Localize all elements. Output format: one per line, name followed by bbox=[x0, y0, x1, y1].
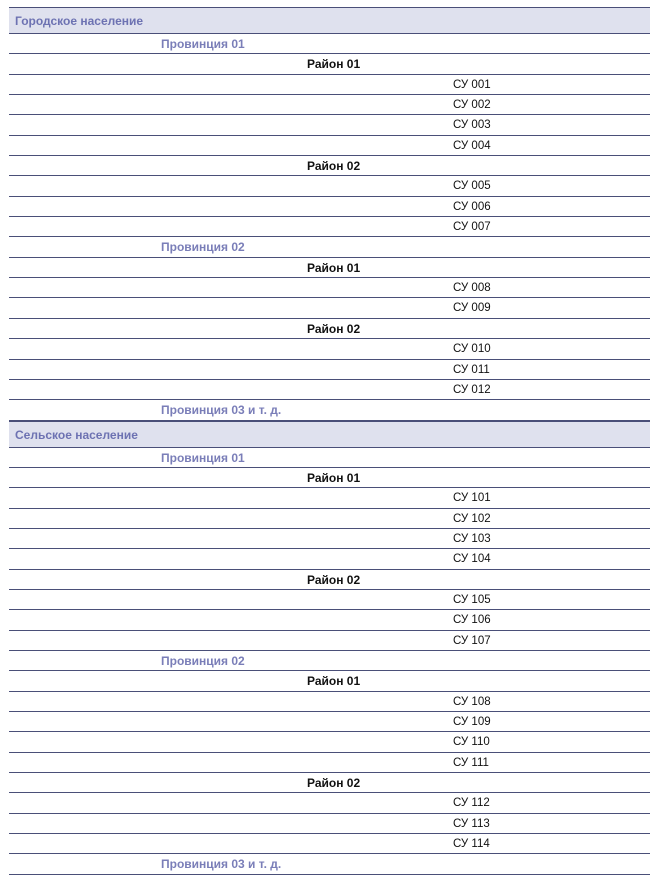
district-row bbox=[9, 671, 650, 691]
unit-label: СУ 009 bbox=[453, 302, 491, 315]
unit-label: СУ 004 bbox=[453, 139, 491, 152]
district-row bbox=[9, 570, 650, 590]
district-row bbox=[9, 54, 650, 74]
district-label: Район 02 bbox=[307, 572, 361, 587]
province-label: Провинция 01 bbox=[161, 37, 245, 51]
sampling-unit-row bbox=[9, 115, 650, 135]
province-row bbox=[9, 34, 650, 54]
unit-label: СУ 010 bbox=[453, 343, 491, 356]
district-row bbox=[9, 319, 650, 339]
sampling-unit-row bbox=[9, 549, 650, 569]
sampling-unit-row bbox=[9, 75, 650, 95]
district-label: Район 01 bbox=[307, 470, 361, 485]
sampling-unit-row bbox=[9, 509, 650, 529]
unit-label: СУ 103 bbox=[453, 532, 491, 545]
sampling-unit-row bbox=[9, 692, 650, 712]
sampling-unit-row bbox=[9, 176, 650, 196]
district-row bbox=[9, 156, 650, 176]
unit-label: СУ 011 bbox=[453, 363, 490, 376]
sampling-unit-row bbox=[9, 732, 650, 752]
unit-label: СУ 101 bbox=[453, 492, 491, 505]
unit-label: СУ 102 bbox=[453, 512, 491, 525]
district-label: Район 01 bbox=[307, 260, 361, 275]
unit-label: СУ 005 bbox=[453, 180, 491, 193]
sampling-unit-row bbox=[9, 753, 650, 773]
unit-label: СУ 104 bbox=[453, 553, 491, 566]
unit-label: СУ 114 bbox=[453, 838, 490, 851]
unit-label: СУ 110 bbox=[453, 736, 490, 749]
unit-label: СУ 003 bbox=[453, 119, 491, 132]
sampling-unit-row bbox=[9, 814, 650, 834]
unit-label: СУ 008 bbox=[453, 282, 491, 295]
district-row bbox=[9, 258, 650, 278]
sampling-unit-row bbox=[9, 339, 650, 359]
sampling-hierarchy-table bbox=[9, 7, 650, 875]
district-label: Район 02 bbox=[307, 776, 361, 791]
sampling-unit-row bbox=[9, 610, 650, 630]
province-row bbox=[9, 400, 650, 420]
sampling-unit-row bbox=[9, 712, 650, 732]
unit-label: СУ 105 bbox=[453, 593, 491, 606]
unit-label: СУ 106 bbox=[453, 614, 491, 627]
province-label: Провинция 02 bbox=[161, 240, 245, 255]
sampling-unit-row bbox=[9, 217, 650, 237]
unit-label: СУ 107 bbox=[453, 634, 491, 647]
sampling-unit-row bbox=[9, 590, 650, 610]
unit-label: СУ 109 bbox=[453, 716, 491, 728]
province-row bbox=[9, 448, 650, 468]
sampling-unit-row bbox=[9, 834, 650, 854]
sampling-unit-row bbox=[9, 360, 650, 380]
sampling-unit-row bbox=[9, 380, 650, 400]
province-label: Провинция 03 и т. д. bbox=[161, 857, 282, 872]
section-header-row bbox=[9, 421, 650, 448]
unit-label: СУ 012 bbox=[453, 383, 491, 396]
sampling-unit-row bbox=[9, 529, 650, 549]
province-label: Провинция 02 bbox=[161, 653, 245, 668]
sampling-unit-row bbox=[9, 298, 650, 318]
unit-label: СУ 002 bbox=[453, 99, 491, 112]
sampling-unit-row bbox=[9, 197, 650, 217]
section-label: Сельское население bbox=[15, 427, 138, 442]
province-row bbox=[9, 237, 650, 257]
unit-label: СУ 108 bbox=[453, 695, 491, 708]
unit-label: СУ 007 bbox=[453, 221, 491, 234]
province-label: Провинция 01 bbox=[161, 450, 245, 465]
district-row bbox=[9, 468, 650, 488]
sampling-unit-row bbox=[9, 488, 650, 508]
sampling-unit-row bbox=[9, 136, 650, 156]
unit-label: СУ 113 bbox=[453, 817, 490, 830]
province-row bbox=[9, 854, 650, 874]
province-row bbox=[9, 651, 650, 671]
unit-label: СУ 111 bbox=[453, 756, 489, 769]
district-label: Район 01 bbox=[307, 674, 361, 689]
district-row bbox=[9, 773, 650, 793]
section-header-row bbox=[9, 7, 650, 34]
unit-label: СУ 001 bbox=[453, 78, 491, 91]
sampling-unit-row bbox=[9, 95, 650, 115]
unit-label: СУ 006 bbox=[453, 200, 491, 213]
sampling-unit-row bbox=[9, 793, 650, 813]
district-label: Район 02 bbox=[307, 159, 361, 174]
district-label: Район 02 bbox=[307, 321, 361, 336]
sampling-unit-row bbox=[9, 631, 650, 651]
unit-label: СУ 112 bbox=[453, 797, 490, 810]
province-label: Провинция 03 и т. д. bbox=[161, 403, 282, 418]
sampling-unit-row bbox=[9, 278, 650, 298]
district-label: Район 01 bbox=[307, 57, 361, 72]
section-label: Городское население bbox=[15, 14, 144, 28]
